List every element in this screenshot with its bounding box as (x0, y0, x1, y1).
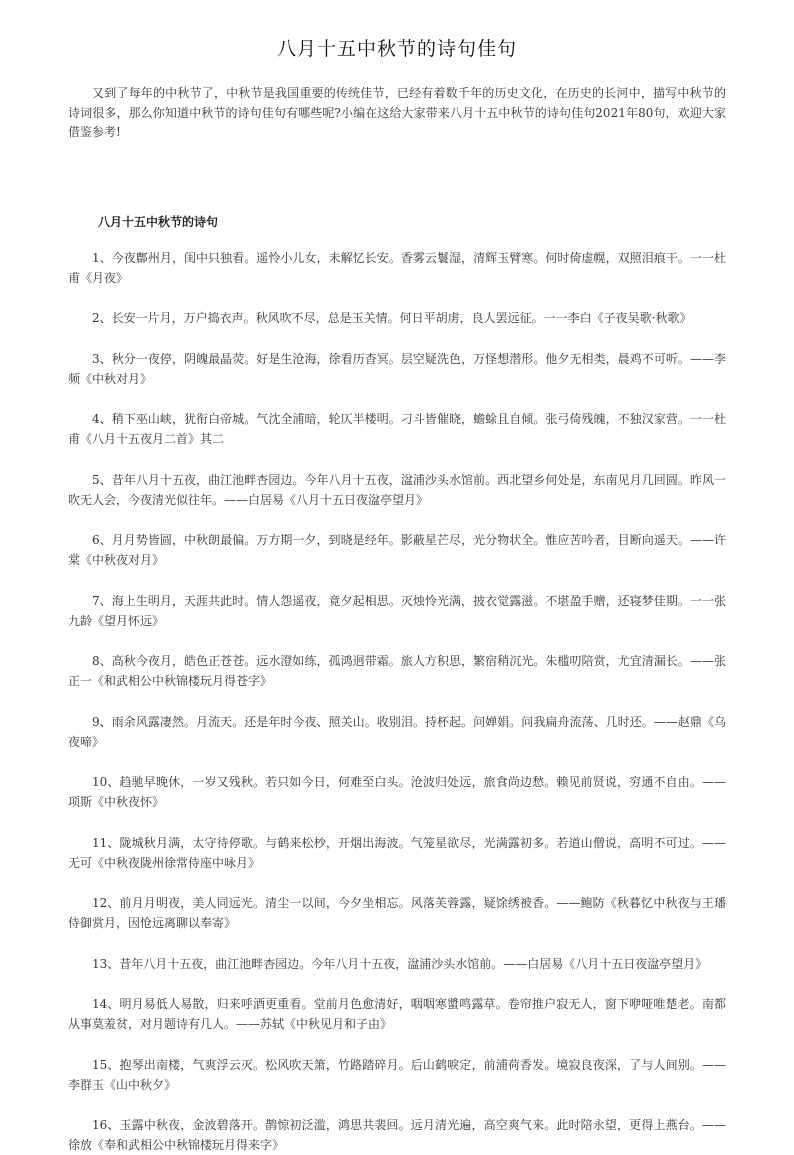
poem-item: 5、昔年八月十五夜，曲江池畔杏园边。今年八月十五夜，湓浦沙头水馆前。西北望乡何处是，东南见月几回圆。昨风一吹无人会，今夜清光似往年。——白居易《八月十五日夜湓亭望月》 (68, 470, 726, 510)
page-title: 八月十五中秋节的诗句佳句 (68, 36, 726, 62)
poem-item: 12、前月月明夜，美人同远光。清尘一以间，今夕坐相忘。风落芙蓉露，疑馀绣被香。——鲍防《秋暮忆中秋夜与王璠侍御赏月，因怆远离聊以奉寄》 (68, 893, 726, 933)
poem-item: 9、雨余风露凄然。月流天。还是年时今夜、照关山。收别泪。持杯起。问婵娟。问我扁舟流荡、几时还。——赵鼎《乌夜啼》 (68, 712, 726, 752)
poem-item: 13、昔年八月十五夜，曲江池畔杏园边。今年八月十五夜，湓浦沙头水馆前。——白居易《八月十五日夜湓亭望月》 (68, 954, 726, 974)
poem-item: 8、高秋今夜月，皓色正苍苍。远水澄如练，孤鸿迥带霜。旅人方积思，繁宿稍沉光。朱槛叨陪赏，尤宜清漏长。——张正一《和武相公中秋锦楼玩月得苍字》 (68, 651, 726, 691)
poem-item: 6、月月势皆圆，中秋朗最偏。万方期一夕，到晓是经年。影蔽星芒尽，光分物状全。惟应苦吟者，目断向遥天。——许棠《中秋夜对月》 (68, 530, 726, 570)
poem-item: 16、玉露中秋夜，金波碧落开。鹊惊初泛滥，鸿思共裴回。远月清光遍，高空爽气来。此时陪永望，更得上燕台。——徐放《奉和武相公中秋锦楼玩月得来字》 (68, 1115, 726, 1155)
poem-item: 1、今夜鄜州月，闺中只独看。遥怜小儿女，未解忆长安。香雾云鬟湿，清辉玉臂寒。何时倚虚幌，双照泪痕干。一一杜甫《月夜》 (68, 248, 726, 288)
poem-item: 7、海上生明月，天涯共此时。情人怨遥夜，竟夕起相思。灭烛怜光满，披衣觉露滋。不堪盈手赠，还寝梦佳期。一一张九龄《望月怀远》 (68, 591, 726, 631)
poem-item: 4、稍下巫山峡，犹衔白帝城。气沈全浦暗，轮仄半楼明。刁斗皆催晓，蟾蜍且自倾。张弓倚残魄，不独汉家营。一一杜甫《八月十五夜月二首》其二 (68, 409, 726, 449)
poem-item: 3、秋分一夜停，阴魄最晶荧。好是生沧海，徐看历杳冥。层空疑洗色，万怪想潜形。他夕无相类，晨鸡不可听。——李频《中秋对月》 (68, 349, 726, 389)
intro-paragraph: 又到了每年的中秋节了，中秋节是我国重要的传统佳节，已经有着数千年的历史文化，在历史的长河中，描写中秋节的诗词很多，那么你知道中秋节的诗句佳句有哪些呢?小编在这给大家带来八月十五中秋节的诗句佳句2021年80句，欢迎大家借鉴参考! (68, 84, 726, 143)
poem-item: 2、长安一片月，万户捣衣声。秋风吹不尽，总是玉关情。何日平胡虏，良人罢远征。一一李白《子夜吴歌·秋歌》 (68, 308, 726, 328)
poem-item: 15、抱琴出南楼，气爽浮云灭。松风吹天箫，竹路踏碎月。后山鹤唳定，前浦荷香发。境寂良夜深，了与人间别。——李群玉《山中秋夕》 (68, 1055, 726, 1095)
poem-list (68, 248, 726, 1155)
poem-item: 11、陇城秋月满，太守待停歌。与鹤来松杪，开烟出海波。气笼星欲尽，光满露初多。若道山僧说，高明不可过。——无可《中秋夜陇州徐常侍座中咏月》 (68, 833, 726, 873)
section-heading: 八月十五中秋节的诗句 (98, 213, 726, 232)
poem-item: 10、趋驰早晚休，一岁又残秋。若只如今日，何难至白头。沧波归处远，旅食尚边愁。赖见前贤说，穷通不自由。——项斯《中秋夜怀》 (68, 772, 726, 812)
poem-item: 14、明月易低人易散，归来呼酒更重看。堂前月色愈清好，咽咽寒螿鸣露草。卷帘推户寂无人，窗下咿哑唯楚老。南都从事莫羞贫，对月题诗有几人。——苏轼《中秋见月和子由》 (68, 994, 726, 1034)
